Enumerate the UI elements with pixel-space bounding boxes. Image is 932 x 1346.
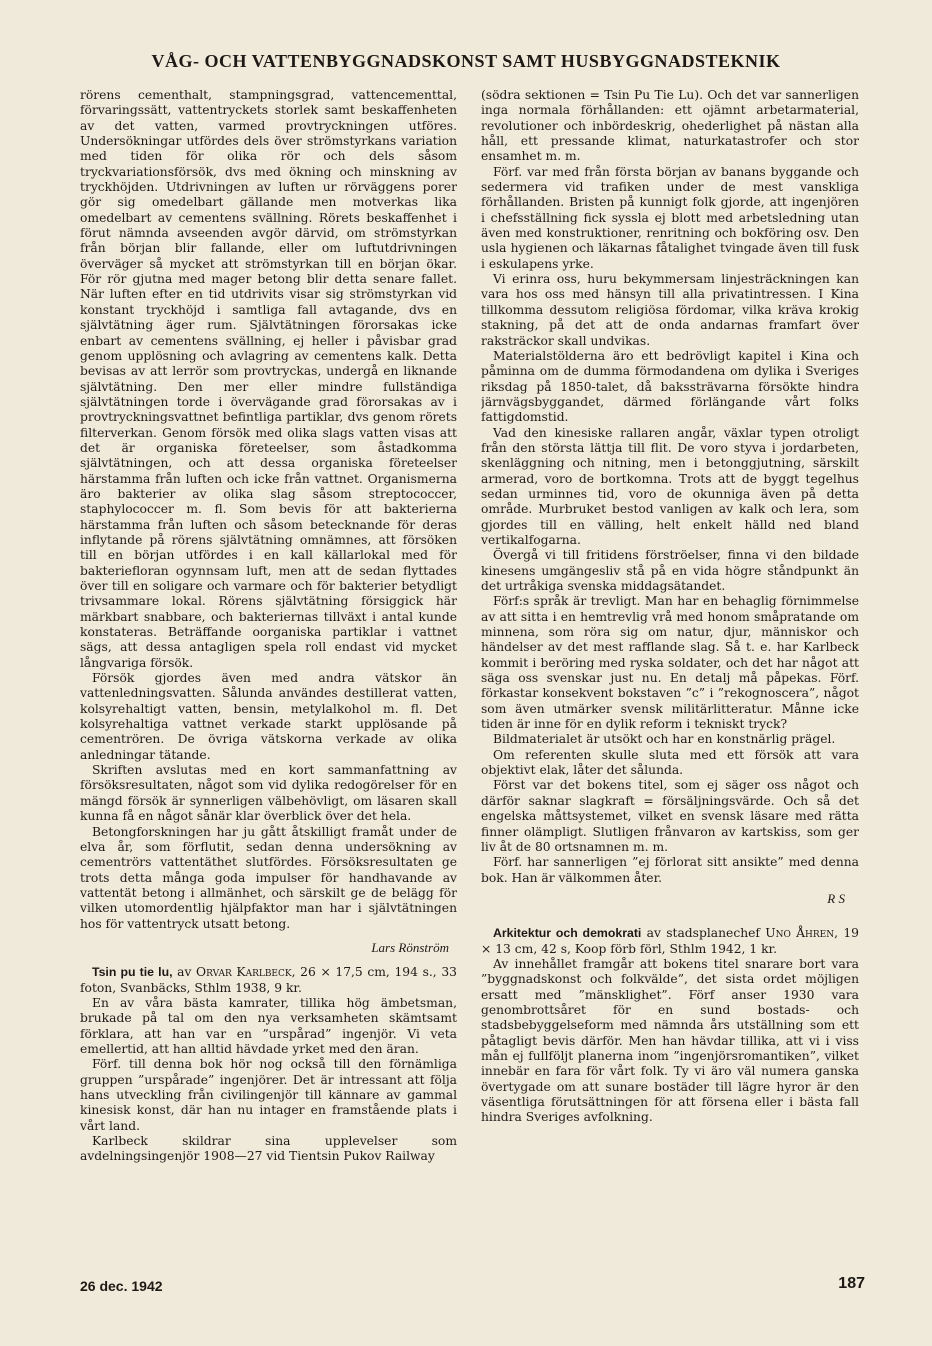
paragraph: Övergå vi till fritidens förströelser, finna vi den bildade kinesens umgängesliv stå på en vida högre ståndpunkt än det urtråkiga svenska middagsätandet. bbox=[481, 548, 859, 593]
book-by: av bbox=[172, 965, 197, 980]
paragraph: Först var det bokens titel, som ej säger oss något och därför saknar slagkraft = försäljningsvärde. Och så det engelska måttsystemet, vilket en svensk läsare med rätta finner olämpligt. Slutligen frånvaron av kartskiss, som ger liv åt de 80 ortsnamnen m. m. bbox=[481, 778, 859, 854]
paragraph: Försök gjordes även med andra vätskor än vattenledningsvatten. Sålunda användes destillerat vatten, kolsyrehaltigt vatten, bensin, metylalkohol m. fl. Det kolsyrehaltiga vattnet verkade starkt upplösande på cementrören. De övriga vätskorna verkade av olika anledningar tätande. bbox=[80, 671, 457, 762]
book-title: Arkitektur och demokrati bbox=[493, 926, 642, 941]
paragraph: En av våra bästa kamrater, tillika hög ämbetsman, brukade på tal om den nya verksamheten skämtsamt förklara, att han var en ”urspårad” ingenjör. Vi veta emellertid, att han alltid hävdade yrket med den äran. bbox=[80, 995, 457, 1056]
right-column bbox=[481, 88, 859, 1256]
book-by: av stadsplanechef bbox=[641, 926, 766, 941]
paragraph: Skriften avslutas med en kort sammanfattning av försöksresultaten, något som vid dylika redogörelser för en mängd försök är synnerligen välbehövligt, om läsaren skall kunna få en något sånär klar överblick över det hela. bbox=[80, 763, 457, 824]
paragraph: Förf:s språk är trevligt. Man har en behaglig förnimmelse av att sitta i en hemtrevlig vrå med honom småpratande om minnena, som röra sig om natur, djur, människor och händelser av det mest rafflande slag. Så t. e. har Karlbeck kommit i beröring med ryska soldater, och det har något att säga oss svenskar just nu. En detalj må påpekas. Förf. förkastar konsekvent bokstaven ”c” i ”rekognoscera”, något som även utmärker svensk militärlitteratur. Månne icke tiden är inne för en dylik reform i tekniskt tryck? bbox=[481, 594, 859, 732]
paragraph: (södra sektionen = Tsin Pu Tie Lu). Och det var sannerligen inga normala förhållanden: ett ojämnt arbetarmaterial, revolutioner och inbördeskrig, ohederlighet på nästan alla håll, ett pressande klimat, naturkatastrofer och stor ensamhet m. m. bbox=[481, 88, 859, 164]
book-details: , 26 × 17,5 cm, 194 s., 33 foton, Svanbäcks, Sthlm 1938, 9 kr. bbox=[80, 965, 457, 995]
paragraph: Materialstölderna äro ett bedrövligt kapitel i Kina och påminna om de dumma förmodandena om dylika i Sveriges riksdag på 1850-talet, då bakssträvarna försökte hindra järnvägsbyggandet, därmed förlängande vårt folks fattigdomstid. bbox=[481, 348, 859, 425]
book-review-heading bbox=[481, 926, 859, 957]
paragraph: Vad den kinesiske rallaren angår, växlar typen otroligt från den största lättja till flit. De voro styva i jordarbeten, skenläggning och nitning, men i betonggjutning, särskilt armerad, voro de bortkomna. Trots att de byggt tegelhus sedan urminnes tid, voro de okunniga även på detta område. Murbruket bestod vanligen av kalk och lera, som gjordes till en välling, helt enkelt hälld ned bland vertikalfogarna. bbox=[481, 425, 859, 547]
reviewer-signature: R S bbox=[827, 890, 845, 906]
paragraph: Förf. var med från första början av banans byggande och sedermera vid trafiken under de mest vanskliga förhållanden. Bristen på kunnigt folk gjorde, att ingenjören i chefsställning fick syssla ej blott med arbetsledning utan även med konstruktioner, renritning och bokföring osv. Den usla hygienen och läkarnas fåtalighet tvingade även till fusk i eskulapens yrke. bbox=[481, 164, 859, 271]
left-column bbox=[80, 88, 457, 1256]
page-number: 187 bbox=[838, 1275, 865, 1292]
book-details: , 19 × 13 cm, 42 s, Koop förb förl, Sthlm 1942, 1 kr. bbox=[481, 926, 859, 956]
paragraph: Av innehållet framgår att bokens titel snarare bort vara ”byggnadskonst och folkvälde”, det sista ordet möjligen ersatt med ”mänsklighet”. Förf anser 1930 vara genombrottsåret för en sund bostads- och stadsbebyggelseform med nämnda års utställning som ett påtagligt bevis därför. Men han hävdar tillika, att vi i viss mån ej fullföljt planerna inom ”ingenjörsromantiken”, vilket innebär en fara för vårt folk. Ty vi äro väl numera ganska övertygade om att sunare bostäder till lägre hyror är den väsentliga förutsättningen för att försena eller i bästa fall hindra Sveriges avfolkning. bbox=[481, 956, 859, 1125]
paragraph: Betongforskningen har ju gått åtskilligt framåt under de elva år, som förflutit, sedan denna undersökning av cementrörs vattentäthet slutfördes. Försöksresultaten ge trots detta många goda impulser för handhavande av vattentät betong i allmänhet, och särskilt ge de belägg för vilken utomordentlig hjälpfaktor man har i självtätningen hos för vattentryck utsatt betong. bbox=[80, 824, 457, 931]
book-author: Uno Åhren bbox=[765, 926, 835, 941]
page-header: VÅG- OCH VATTENBYGGNADSKONST SAMT HUSBYGGNADSTEKNIK bbox=[151, 51, 781, 71]
paragraph: Om referenten skulle sluta med ett försök att vara objektivt elak, låter det sålunda. bbox=[481, 747, 859, 778]
issue-date: 26 dec. 1942 bbox=[80, 1278, 163, 1294]
book-author: Orvar Karlbeck bbox=[196, 965, 292, 980]
page-footer bbox=[0, 1275, 932, 1298]
book-title: Tsin pu tie lu, bbox=[92, 965, 173, 980]
paragraph: Vi erinra oss, huru bekymmersam linjesträckningen kan vara hos oss med hänsyn till alla privatintressen. I Kina tillkomma dessutom religiösa fördomar, vilka kräva krokig stakning, på det att de onda andarnas framfart över raksträckor skall undvikas. bbox=[481, 272, 859, 348]
paragraph: Bildmaterialet är utsökt och har en konstnärlig prägel. bbox=[493, 732, 836, 747]
author-signature: Lars Rönström bbox=[371, 939, 449, 955]
paragraph: Förf. till denna bok hör nog också till den förnämliga gruppen ”urspårade” ingenjörer. Det är intressant att följa hans utveckling från civilingenjör till kännare av gammal kinesisk konst, där han nu intager en framstående plats i vårt land. bbox=[80, 1057, 457, 1133]
book-review-heading bbox=[80, 965, 457, 996]
paragraph: Karlbeck skildrar sina upplevelser som avdelningsingenjör 1908—27 vid Tientsin Pukov Railway bbox=[80, 1134, 457, 1164]
paragraph: rörens cementhalt, stampningsgrad, vattencementtal, förvaringssätt, vattentryckets storlek samt beskaffenheten av det vatten, varmed provtryckningen utföres. Undersökningar utfördes dels över strömstyrkans variation med tiden för olika rör och dels såsom tryckvariationsförsök, dvs med ökning och minskning av tryckhöjden. Utdrivningen av luften ur rörväggens porer gör sig omedelbart gällande men motverkas lika omedelbart av cementens svällning. Rörets beskaffenhet i förut nämnda avseenden avgör därvid, om strömstyrkan från början blir fallande, eller om luftutdrivningen överväger så mycket att strömstyrkan till en början ökar. För rör gjutna med mager betong blir detta senare fallet. När luften efter en tid utdrivits visar sig strömstyrkan vid konstant tryckhöjd i samtliga fall avtagande, dvs en självtätning äger rum. Självtätningen förorsakas icke enbart av cementens svällning, ej heller i påvisbar grad genom upplösning och avlagring av cementens kalk. Detta bevisas av att lerrör som provtryckas, undergå en liknande självtätning. Den mer eller mindre fullständiga självtätningen torde i övervägande grad förorsakas av i provtryckningsvattnet befintliga partiklar, dvs genom rörets filterverkan. Genom försök med olika slags vatten visas att det är organiska företeelser, som åstadkomma självtätningen, och att dessa organiska företeelser härstamma från luften och icke från vattnet. Organismerna äro bakterier av olika slag såsom streptococcer, staphylococcer m. fl. Som bevis för att bakterierna härstamma från luften och såsom betecknande för deras inflytande på rörens självtätning omnämnes, att försöken till en början utfördes i en kall källarlokal med för bakteriefloran ogynnsam luft, men att de sedan flyttades över till en soligare och varmare och för bakterier betydligt trivsammare lokal. Rörens självtätning försiggick här märkbart snabbare, och bakteriernas tillväxt i antal kunde konstateras. Beträffande oorganiska partiklar i vattnet sägs, att dessa antagligen spela roll endast vid mycket långvariga försök. bbox=[80, 88, 457, 670]
paragraph: Förf. har sannerligen ”ej förlorat sitt ansikte” med denna bok. Han är välkommen åter. bbox=[481, 855, 859, 885]
